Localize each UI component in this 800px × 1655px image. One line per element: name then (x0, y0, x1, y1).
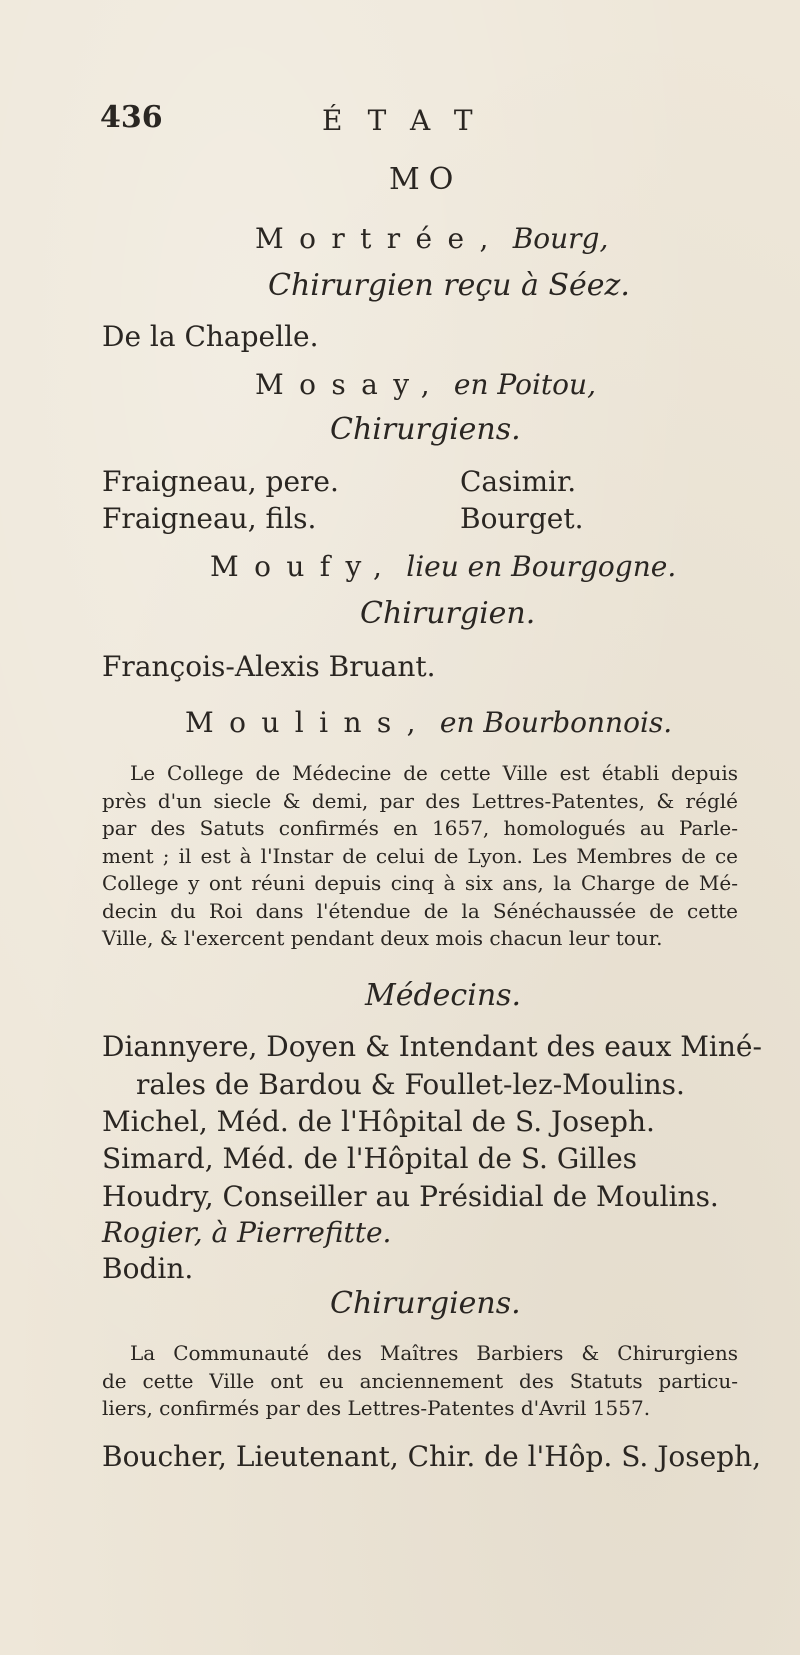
communaute-paragraph (102, 1340, 738, 1423)
name-line: Houdry, Conseiller au Présidial de Moulins. (102, 1180, 719, 1213)
paragraph-line: liers, confirmés par des Lettres-Patentes d'Avril 1557. (102, 1396, 651, 1420)
subheading-medecins: Médecins. (365, 978, 522, 1013)
name-line: François-Alexis Bruant. (102, 650, 436, 683)
place-heading-moulins (185, 706, 672, 739)
college-paragraph (102, 760, 738, 953)
place-location: lieu en Bourgogne. (406, 550, 677, 583)
paragraph-line: La Communauté des Maîtres Barbiers & Chirurgiens (130, 1341, 738, 1365)
paragraph-line: Le College de Médecine de cette Ville est établi depuis (130, 761, 738, 785)
place-heading-moufy (210, 550, 676, 583)
name-line: Bourget. (460, 502, 584, 535)
name-line: Rogier, à Pierrefitte. (102, 1216, 392, 1249)
name-line: Diannyere, Doyen & Intendant des eaux Miné- (102, 1030, 762, 1063)
subheading-moufy: Chirurgien. (360, 596, 536, 631)
name-line: Simard, Méd. de l'Hôpital de S. Gilles (102, 1142, 638, 1175)
paragraph-line: Ville, & l'exercent pendant deux mois chacun leur tour. (102, 926, 663, 950)
place-heading-mosay (255, 368, 596, 401)
place-location: en Poitou, (453, 368, 596, 401)
name-line: Fraigneau, fils. (102, 502, 317, 535)
subheading-mortree: Chirurgien reçu à Séez. (268, 268, 630, 303)
paragraph-line: ment ; il est à l'Instar de celui de Lyon. Les Membres de ce (102, 843, 738, 868)
place-name: Mortrée, (255, 222, 504, 255)
name-line: rales de Bardou & Foullet-lez-Moulins. (136, 1068, 685, 1101)
section-letters: MO (389, 162, 463, 197)
place-location: Bourg, (512, 222, 609, 255)
name-line: Boucher, Lieutenant, Chir. de l'Hôp. S. Joseph, (102, 1440, 762, 1473)
running-head: ÉTAT (322, 104, 498, 137)
place-name: Mosay, (255, 368, 445, 401)
paragraph-line: près d'un siecle & demi, par des Lettres-Patentes, & réglé (102, 788, 738, 813)
name-line: Bodin. (102, 1252, 194, 1285)
paragraph-line: de cette Ville ont eu anciennement des Statuts particu- (102, 1368, 738, 1393)
paragraph-line: College y ont réuni depuis cinq à six ans, la Charge de Mé- (102, 871, 738, 895)
name-line: Casimir. (460, 465, 577, 498)
subheading-chirurgiens: Chirurgiens. (330, 1286, 521, 1321)
place-location: en Bourbonnois. (439, 706, 673, 739)
place-name: Moufy, (210, 550, 398, 583)
subheading-mosay: Chirurgiens. (330, 412, 521, 447)
paragraph-line: decin du Roi dans l'étendue de la Sénéchaussée de cette (102, 898, 738, 923)
place-name: Moulins, (185, 706, 431, 739)
place-heading-mortree (255, 222, 608, 255)
page-number: 436 (100, 100, 163, 135)
paragraph-line: par des Satuts confirmés en 1657, homologués au Parle- (102, 816, 738, 840)
name-line: De la Chapelle. (102, 320, 319, 353)
name-line: Fraigneau, pere. (102, 465, 339, 498)
name-line: Michel, Méd. de l'Hôpital de S. Joseph. (102, 1105, 655, 1138)
